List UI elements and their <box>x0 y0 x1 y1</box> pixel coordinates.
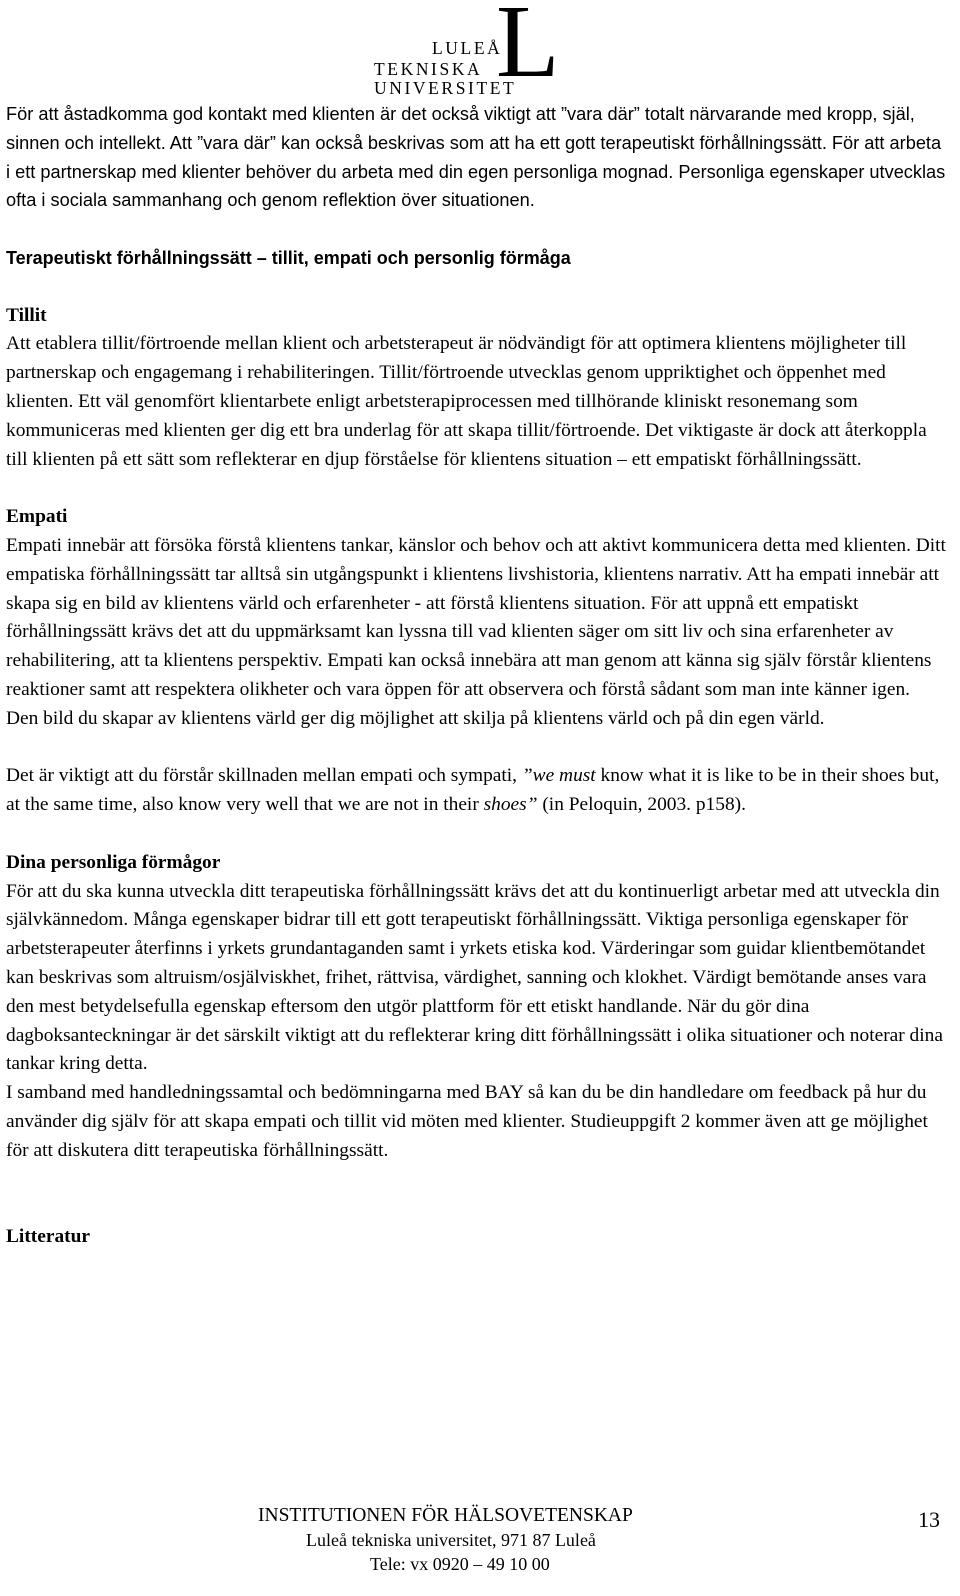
logo-text-universitet: UNIVERSITET <box>374 78 517 98</box>
quote-body: know what it is like to be in their shoes but, at the same time, also know very well that we are not in their <box>6 765 940 816</box>
intro-paragraph: För att åstadkomma god kontakt med klienten är det också viktigt att ”vara där” totalt närvarande med kropp, själ, sinnen och intellekt. Att ”vara där” kan också beskrivas som att ha ett gott terapeutiskt förhållningssätt. För att arbeta i ett partnerskap med klienter behöver du arbeta med din egen personliga mognad. Personliga egenskaper utvecklas ofta i sociala sammanhang och genom reflektion över situationen. <box>6 104 946 211</box>
empati-paragraph: Empati innebär att försöka förstå klientens tankar, känslor och behov och att aktivt kommunicera detta med klienten. Ditt empatiska förhållningssätt tar alltså sin utgångspunkt i klientens livshistoria, klientens narrativ. Att ha empati innebär att skapa sig en bild av klientens värld och erfarenheter - att förstå klientens situation. För att uppnå ett empatiskt förhållningssätt krävs det att du uppmärksamt kan lyssna till vad klienten säger om sitt liv och sina erfarenheter av rehabilitering, att ta klientens perspektiv. Empati kan också innebära att man genom att känna sig själv förstår klientens reaktioner samt att respektera olikheter och vara öppen för att observera och förstå sådant som man inte känner igen. Den bild du skapar av klientens värld ger dig möjlighet att skilja på klientens värld och på din egen värld. <box>6 534 946 729</box>
logo-text-tekniska: TEKNISKA <box>374 59 483 79</box>
logo-text-lulea: LULEÅ <box>432 38 503 58</box>
tillit-paragraph: Att etablera tillit/förtroende mellan klient och arbetsterapeut är nödvändigt för att optimera klientens möjligheter till partnerskap och engagemang i rehabiliteringen. Tillit/förtroende utvecklas genom uppriktighet och öppenhet med klienten. Ett väl genomfört klientarbete enligt arbetsterapiprocessen med tillhörande kliniskt resonemang som kommuniceras med klienten ger dig ett bra underlag för att skapa tillit/förtroende. Det viktigaste är dock att återkoppla till klienten på ett sätt som reflekterar en djup förståelse för klientens situation – ett empatiskt förhållningssätt. <box>6 333 927 470</box>
document-body <box>6 100 946 1252</box>
footer-phone: Tele: vx 0920 – 49 10 00 <box>370 1554 550 1574</box>
quote-italic-end: shoes” <box>483 794 538 816</box>
quote-lead: Det är viktigt att du förstår skillnaden mellan empati och sympati, <box>6 765 522 787</box>
university-logo <box>368 0 588 99</box>
empati-heading: Empati <box>6 506 68 528</box>
quote-italic-start: ”we must <box>521 765 596 787</box>
footer-institution: INSTITUTIONEN FÖR HÄLSOVETENSKAP <box>258 1505 633 1526</box>
formagor-paragraph-2: I samband med handledningssamtal och bedömningarna med BAY så kan du be din handledare om feedback på hur du använder dig själv för att skapa empati och tillit vid möten med klienter. Studieuppgift 2 kommer även att ge möjlighet för att diskutera ditt terapeutiska förhållningssätt. <box>6 1082 928 1161</box>
formagor-paragraph-1: För att du ska kunna utveckla ditt terapeutiska förhållningssätt krävs det att du kontinuerligt arbetar med att utveckla din självkännedom. Många egenskaper bidrar till ett gott terapeutiskt förhållningssätt. Viktiga personliga egenskaper för arbetsterapeuter återfinns i yrkets grundantaganden samt i yrkets etiska kod. Värderingar som guidar klientbemötandet kan beskrivas som altruism/osjälviskhet, frihet, rättvisa, värdighet, sanning och klokhet. Värdigt bemötande anses vara den mest betydelsefulla egenskap eftersom den utgör plattform för ett etiskt handlande. När du gör dina dagboksanteckningar är det särskilt viktigt att du reflekterar kring ditt förhållningssätt i olika situationer och noterar dina tankar kring detta. <box>6 880 943 1075</box>
page-footer <box>0 1504 960 1596</box>
quote-paragraph <box>6 762 946 820</box>
section-heading: Terapeutiskt förhållningssätt – tillit, empati och personlig förmåga <box>6 247 571 268</box>
quote-citation: (in Peloquin, 2003. p158). <box>537 794 746 816</box>
formagor-heading: Dina personliga förmågor <box>6 851 221 873</box>
logo-mark: L <box>496 0 560 99</box>
page-number: 13 <box>918 1507 940 1532</box>
footer-address: Luleå tekniska universitet, 971 87 Luleå <box>306 1530 596 1550</box>
litteratur-heading: Litteratur <box>6 1226 90 1248</box>
tillit-heading: Tillit <box>6 304 47 326</box>
